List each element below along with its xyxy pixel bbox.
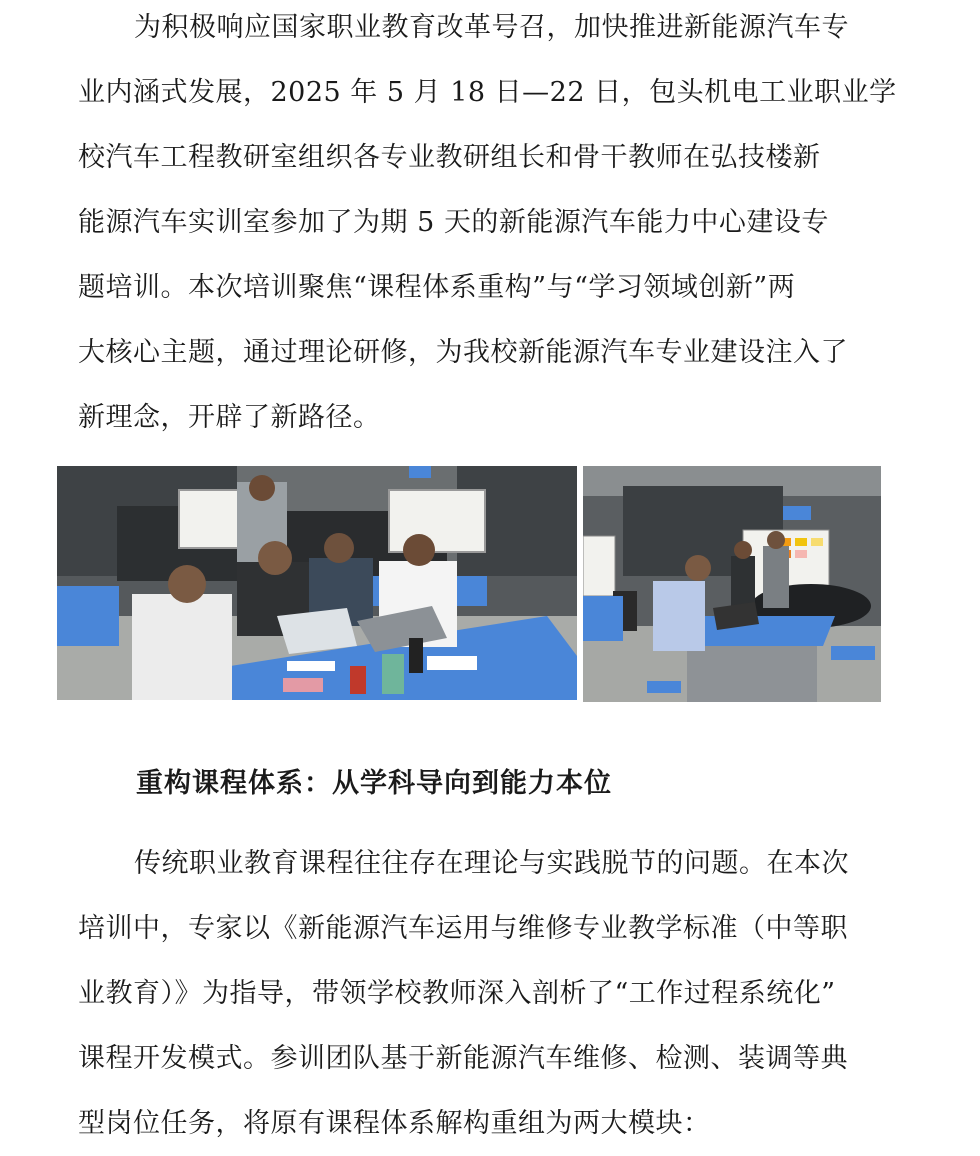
body-line: 培训中，专家以《新能源汽车运用与维修专业教学标准（中等职: [78, 913, 848, 944]
photo-training-discussion: [57, 466, 577, 700]
section-heading: 重构课程体系：从学科导向到能力本位: [136, 768, 612, 799]
photo-whiteboard-session: [583, 466, 881, 702]
intro-paragraph: [78, 0, 906, 450]
intro-line: 题培训。本次培训聚焦“课程体系重构”与“学习领域创新”两: [78, 272, 796, 303]
intro-line: 能源汽车实训室参加了为期 5 天的新能源汽车能力中心建设专: [78, 207, 829, 238]
intro-line: 为积极响应国家职业教育改革号召，加快推进新能源汽车专: [134, 12, 849, 43]
body-line: 课程开发模式。参训团队基于新能源汽车维修、检测、装调等典: [78, 1043, 848, 1074]
body-line: 传统职业教育课程往往存在理论与实践脱节的问题。在本次: [134, 848, 849, 879]
photo-whiteboard-session-image: [583, 466, 881, 702]
intro-line: 校汽车工程教研室组织各专业教研组长和骨干教师在弘技楼新: [78, 142, 821, 173]
intro-line: 业内涵式发展，2025 年 5 月 18 日—22 日，包头机电工业职业学: [78, 77, 897, 108]
intro-line: 大核心主题，通过理论研修，为我校新能源汽车专业建设注入了: [78, 337, 848, 368]
body-paragraph: [78, 831, 906, 1156]
body-line: 业教育）》为指导，带领学校教师深入剖析了“工作过程系统化”: [78, 978, 836, 1009]
intro-line: 新理念，开辟了新路径。: [78, 402, 381, 433]
body-line: 型岗位任务，将原有课程体系解构重组为两大模块：: [78, 1108, 711, 1139]
photo-training-discussion-image: [57, 466, 577, 700]
